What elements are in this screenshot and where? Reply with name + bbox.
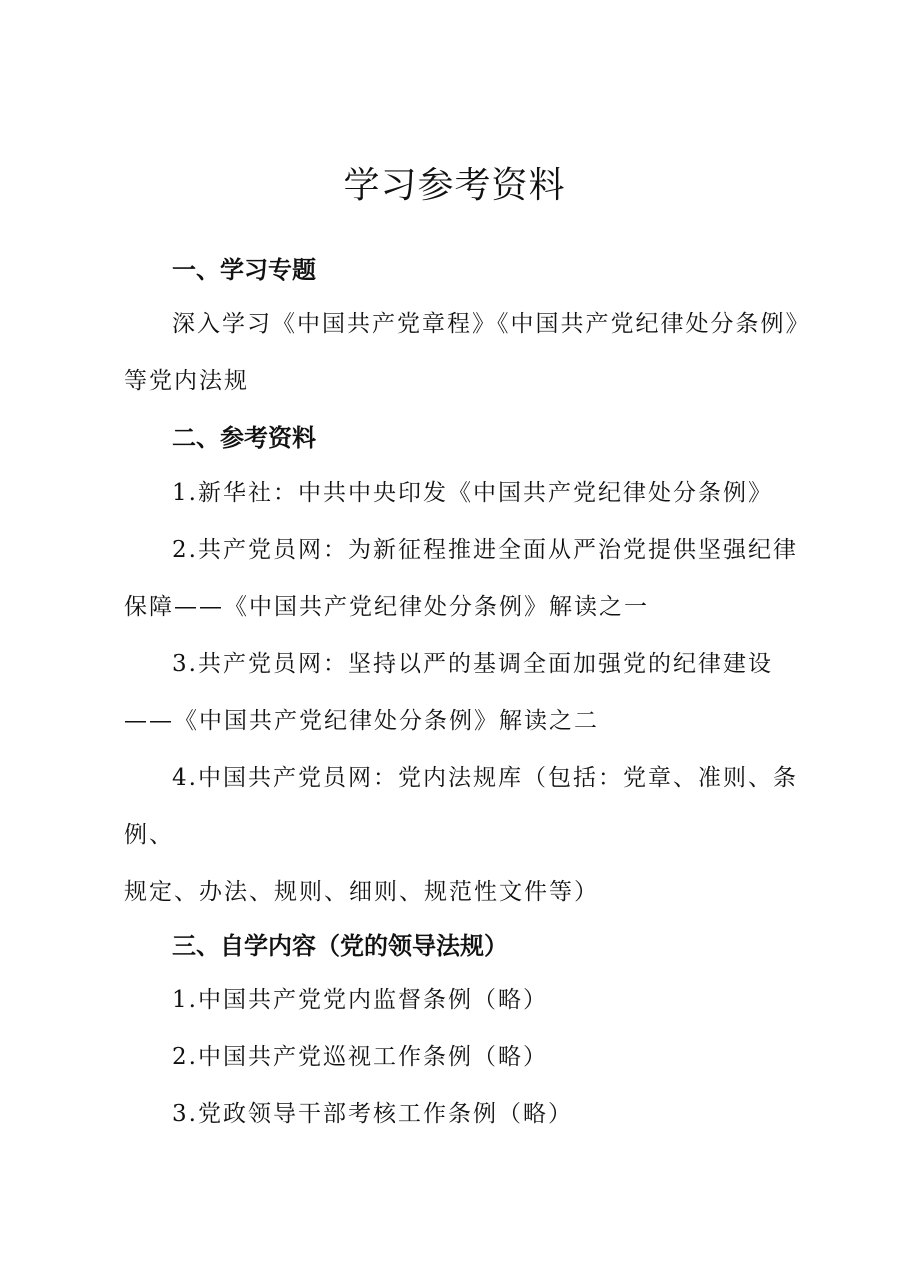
- study-topic-paragraph: 深入学习《中国共产党章程》《中国共产党纪律处分条例》等党内法规: [124, 311, 799, 394]
- reference-item-1: 1.新华社：中共中央印发《中国共产党纪律处分条例》: [172, 480, 773, 506]
- section-1-body: [124, 296, 804, 410]
- section-heading-self-study: 三、自学内容（党的领导法规）: [172, 932, 508, 960]
- section-3-heading-block: [124, 926, 804, 966]
- self-study-item-1: 1.中国共产党党内监督条例（略）: [172, 987, 548, 1013]
- section-2-body: [124, 465, 804, 921]
- section-2-heading-block: [124, 418, 804, 458]
- reference-item-4: 4.中国共产党员网：党内法规库（包括：党章、准则、条例、: [124, 765, 798, 848]
- section-heading-study-topic: 一、学习专题: [172, 256, 316, 284]
- self-study-item-2: 2.中国共产党巡视工作条例（略）: [172, 1044, 548, 1070]
- section-3-body: [124, 972, 804, 1143]
- section-heading-references: 二、参考资料: [172, 424, 316, 452]
- document-title: 学习参考资料: [343, 165, 566, 206]
- reference-item-3: 3.共产党员网：坚持以严的基调全面加强党的纪律建设——《中国共产党纪律处分条例》解读之二: [124, 651, 773, 734]
- section-1-heading-block: [124, 250, 804, 290]
- self-study-item-3: 3.党政领导干部考核工作条例（略）: [172, 1101, 573, 1127]
- reference-item-4-continued: 规定、办法、规则、细则、规范性文件等）: [124, 879, 599, 905]
- reference-item-2: 2.共产党员网：为新征程推进全面从严治党提供坚强纪律保障——《中国共产党纪律处分条例》解读之一: [124, 537, 798, 620]
